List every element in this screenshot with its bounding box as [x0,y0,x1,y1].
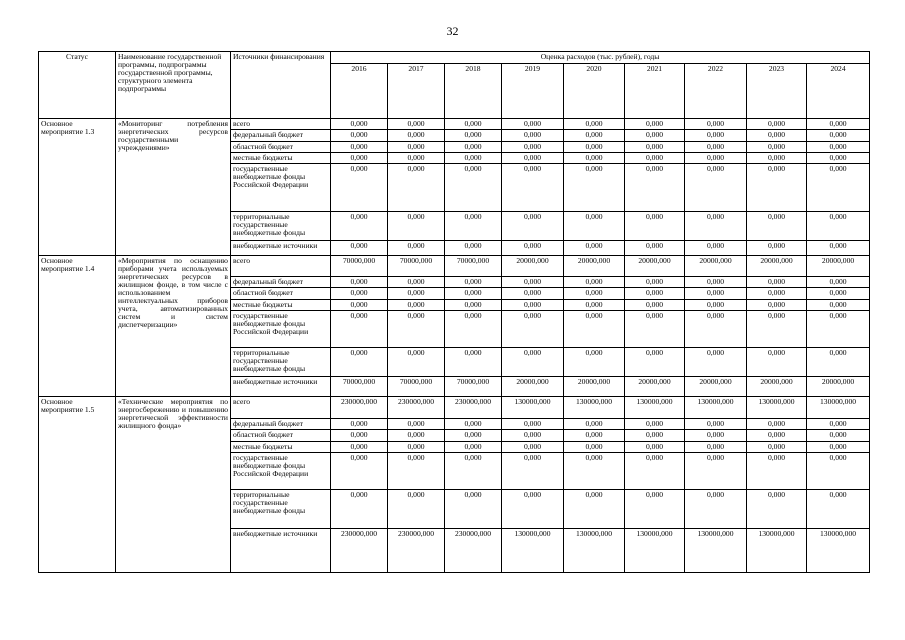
expense-value: 0,000 [807,418,870,429]
header-status: Статус [39,52,116,119]
expense-value: 20000,000 [747,376,807,397]
expense-value: 0,000 [388,241,445,255]
expense-value: 0,000 [625,164,685,211]
funding-source: территориальные государственные внебюджетные фонды [231,489,331,528]
expense-value: 0,000 [445,130,502,141]
funding-source: областной бюджет [231,430,331,441]
expense-value: 0,000 [747,152,807,163]
expense-value: 0,000 [747,130,807,141]
funding-source: территориальные государственные внебюджетные фонды [231,211,331,241]
expense-value: 20000,000 [564,255,625,277]
expense-value: 0,000 [564,152,625,163]
expense-value: 0,000 [388,489,445,528]
expense-value: 0,000 [747,441,807,452]
expense-value: 0,000 [331,119,388,130]
expense-value: 0,000 [331,299,388,310]
expense-value: 0,000 [625,277,685,288]
expense-value: 0,000 [502,288,564,299]
expense-value: 0,000 [388,130,445,141]
expense-value: 0,000 [625,348,685,377]
expense-value: 0,000 [625,152,685,163]
expense-value: 0,000 [502,152,564,163]
funding-source: местные бюджеты [231,299,331,310]
expense-value: 0,000 [388,418,445,429]
expense-value: 0,000 [685,130,747,141]
year-header: 2022 [685,64,747,119]
activity-name: «Мероприятия по оснащению приборами учета используемых энергетических ресурсов в жилищном фонде, в том числе с использованием интеллектуальных приборов учета, автоматизированных систем и систем диспетчеризации» [116,255,231,397]
expense-value: 0,000 [331,241,388,255]
expense-value: 0,000 [807,277,870,288]
expense-value: 20000,000 [502,255,564,277]
expense-value: 0,000 [502,418,564,429]
expense-value: 0,000 [445,164,502,211]
expense-value: 130000,000 [747,528,807,572]
expense-value: 20000,000 [747,255,807,277]
expense-value: 0,000 [807,119,870,130]
expense-value: 0,000 [388,452,445,489]
expense-value: 0,000 [807,130,870,141]
expense-value: 0,000 [331,288,388,299]
expense-value: 130000,000 [502,397,564,419]
expense-value: 0,000 [685,164,747,211]
expense-value: 0,000 [502,130,564,141]
funding-source: внебюджетные источники [231,241,331,255]
expense-value: 0,000 [625,441,685,452]
table-row [39,119,870,130]
expense-value: 70000,000 [331,376,388,397]
expense-value: 0,000 [625,299,685,310]
expense-value: 0,000 [564,489,625,528]
expense-value: 0,000 [564,141,625,152]
expense-value: 230000,000 [445,528,502,572]
expense-value: 0,000 [564,288,625,299]
expense-value: 0,000 [807,348,870,377]
year-header: 2021 [625,64,685,119]
funding-source: областной бюджет [231,288,331,299]
expense-value: 0,000 [807,311,870,348]
expense-value: 0,000 [445,119,502,130]
expense-value: 130000,000 [564,397,625,419]
expense-value: 0,000 [331,452,388,489]
expense-value: 130000,000 [747,397,807,419]
header-row [39,52,870,64]
expense-value: 0,000 [502,119,564,130]
expense-value: 0,000 [564,348,625,377]
expense-value: 0,000 [502,452,564,489]
activity-name: «Мониторинг потребления энергетических ресурсов государственными учреждениями» [116,119,231,256]
funding-source: всего [231,397,331,419]
expense-value: 0,000 [388,288,445,299]
expense-value: 0,000 [747,311,807,348]
expense-value: 70000,000 [445,376,502,397]
funding-source: местные бюджеты [231,441,331,452]
expense-value: 0,000 [388,152,445,163]
expense-value: 0,000 [564,452,625,489]
expense-value: 130000,000 [564,528,625,572]
expense-value: 0,000 [625,452,685,489]
expense-value: 0,000 [331,130,388,141]
funding-source: государственные внебюджетные фонды Российской Федерации [231,452,331,489]
year-header: 2016 [331,64,388,119]
expense-value: 130000,000 [625,397,685,419]
expense-value: 230000,000 [445,397,502,419]
expense-value: 0,000 [388,141,445,152]
expense-value: 0,000 [502,211,564,241]
expense-value: 0,000 [685,288,747,299]
expense-value: 0,000 [564,119,625,130]
expense-value: 0,000 [388,211,445,241]
expense-value: 0,000 [625,119,685,130]
table-body [39,119,870,573]
expense-value: 70000,000 [388,255,445,277]
expense-value: 0,000 [685,452,747,489]
expense-value: 0,000 [388,277,445,288]
expense-value: 230000,000 [388,528,445,572]
expense-value: 0,000 [388,164,445,211]
expense-value: 0,000 [331,141,388,152]
expense-value: 0,000 [502,489,564,528]
expense-value: 20000,000 [564,376,625,397]
expense-value: 0,000 [502,141,564,152]
expense-value: 0,000 [445,277,502,288]
expense-value: 0,000 [807,211,870,241]
year-header: 2023 [747,64,807,119]
expense-value: 0,000 [564,299,625,310]
expense-value: 0,000 [445,489,502,528]
expense-value: 20000,000 [807,376,870,397]
expense-value: 0,000 [445,141,502,152]
expense-value: 0,000 [502,430,564,441]
activity-status: Основное мероприятие 1.3 [39,119,116,256]
expense-value: 0,000 [685,299,747,310]
expense-value: 0,000 [445,430,502,441]
header-name: Наименование государственной программы, подпрограммы государственной программы, структурного элемента подпрограммы [116,52,231,119]
expense-value: 0,000 [625,489,685,528]
expense-value: 0,000 [685,441,747,452]
expense-value: 0,000 [388,430,445,441]
expense-value: 0,000 [331,418,388,429]
expense-value: 0,000 [685,119,747,130]
expense-value: 0,000 [625,211,685,241]
expense-value: 0,000 [331,430,388,441]
expense-value: 0,000 [502,311,564,348]
funding-source: федеральный бюджет [231,277,331,288]
expense-value: 130000,000 [807,397,870,419]
expense-value: 130000,000 [502,528,564,572]
expense-value: 0,000 [445,348,502,377]
funding-source: местные бюджеты [231,152,331,163]
expense-value: 0,000 [502,441,564,452]
funding-source: всего [231,119,331,130]
expense-value: 0,000 [445,311,502,348]
expense-value: 0,000 [747,141,807,152]
expense-value: 0,000 [807,489,870,528]
table-row [39,397,870,419]
expense-value: 230000,000 [388,397,445,419]
activity-name: «Технические мероприятия по энергосбережению и повышению энергетической эффективности жилищного фонда» [116,397,231,573]
expense-value: 0,000 [331,348,388,377]
expense-value: 0,000 [685,418,747,429]
header-estimate: Оценка расходов (тыс. рублей), годы [331,52,870,64]
funding-source: федеральный бюджет [231,418,331,429]
expense-value: 0,000 [747,489,807,528]
expense-value: 0,000 [388,299,445,310]
expense-value: 0,000 [445,441,502,452]
funding-source: федеральный бюджет [231,130,331,141]
expense-value: 0,000 [564,241,625,255]
funding-source: всего [231,255,331,277]
expense-value: 20000,000 [685,376,747,397]
expense-value: 0,000 [564,130,625,141]
expense-value: 0,000 [388,441,445,452]
year-header: 2019 [502,64,564,119]
expense-value: 0,000 [388,348,445,377]
expense-value: 20000,000 [502,376,564,397]
expense-value: 0,000 [685,152,747,163]
expense-value: 0,000 [388,119,445,130]
expense-value: 0,000 [807,141,870,152]
expense-value: 0,000 [685,141,747,152]
expense-value: 20000,000 [807,255,870,277]
header-source: Источники финансирования [231,52,331,119]
expense-value: 0,000 [685,211,747,241]
funding-source: внебюджетные источники [231,528,331,572]
expense-value: 0,000 [747,288,807,299]
expense-value: 0,000 [747,348,807,377]
expense-value: 0,000 [807,241,870,255]
expense-value: 70000,000 [331,255,388,277]
activity-status: Основное мероприятие 1.4 [39,255,116,397]
expense-value: 0,000 [564,164,625,211]
year-header: 2020 [564,64,625,119]
expense-value: 0,000 [564,430,625,441]
expense-value: 0,000 [807,299,870,310]
expense-value: 0,000 [502,277,564,288]
expense-value: 20000,000 [625,376,685,397]
expense-value: 0,000 [445,152,502,163]
expense-value: 0,000 [564,311,625,348]
expense-value: 70000,000 [388,376,445,397]
expense-value: 0,000 [564,211,625,241]
funding-source: государственные внебюджетные фонды Российской Федерации [231,311,331,348]
funding-source: государственные внебюджетные фонды Российской Федерации [231,164,331,211]
expense-value: 0,000 [502,241,564,255]
expense-value: 0,000 [625,241,685,255]
expense-value: 0,000 [388,311,445,348]
expense-value: 230000,000 [331,528,388,572]
expense-value: 0,000 [331,211,388,241]
expense-value: 0,000 [685,241,747,255]
expense-value: 0,000 [445,452,502,489]
expense-value: 0,000 [747,418,807,429]
expense-value: 0,000 [625,311,685,348]
expense-value: 0,000 [685,277,747,288]
expense-value: 130000,000 [807,528,870,572]
expense-value: 0,000 [625,141,685,152]
year-header: 2024 [807,64,870,119]
page-number: 32 [446,24,459,38]
year-header: 2018 [445,64,502,119]
budget-table [38,51,870,573]
expense-value: 0,000 [445,211,502,241]
expense-value: 0,000 [747,452,807,489]
expense-value: 0,000 [685,430,747,441]
expense-value: 130000,000 [625,528,685,572]
expense-value: 130000,000 [685,397,747,419]
expense-value: 0,000 [445,299,502,310]
table-row [39,255,870,277]
expense-value: 0,000 [807,430,870,441]
expense-value: 20000,000 [685,255,747,277]
expense-value: 0,000 [807,164,870,211]
expense-value: 0,000 [331,311,388,348]
expense-value: 0,000 [625,430,685,441]
expense-value: 0,000 [807,441,870,452]
expense-value: 230000,000 [331,397,388,419]
expense-value: 0,000 [445,241,502,255]
expense-value: 0,000 [747,277,807,288]
expense-value: 0,000 [502,348,564,377]
expense-value: 0,000 [747,430,807,441]
expense-value: 0,000 [625,130,685,141]
expense-value: 0,000 [747,119,807,130]
expense-value: 0,000 [564,277,625,288]
expense-value: 0,000 [331,441,388,452]
funding-source: областной бюджет [231,141,331,152]
expense-value: 0,000 [625,418,685,429]
expense-value: 0,000 [747,241,807,255]
expense-value: 0,000 [331,152,388,163]
expense-value: 0,000 [685,489,747,528]
expense-value: 0,000 [331,164,388,211]
expense-value: 0,000 [747,211,807,241]
expense-value: 0,000 [331,489,388,528]
activity-status: Основное мероприятие 1.5 [39,397,116,573]
expense-value: 130000,000 [685,528,747,572]
expense-value: 0,000 [331,277,388,288]
expense-value: 0,000 [625,288,685,299]
funding-source: территориальные государственные внебюджетные фонды [231,348,331,377]
expense-value: 70000,000 [445,255,502,277]
expense-value: 0,000 [807,288,870,299]
year-header: 2017 [388,64,445,119]
expense-value: 0,000 [502,299,564,310]
expense-value: 0,000 [502,164,564,211]
expense-value: 0,000 [807,152,870,163]
funding-source: внебюджетные источники [231,376,331,397]
expense-value: 0,000 [564,441,625,452]
expense-value: 0,000 [445,418,502,429]
expense-value: 0,000 [685,311,747,348]
expense-value: 0,000 [807,452,870,489]
expense-value: 20000,000 [625,255,685,277]
expense-value: 0,000 [685,348,747,377]
expense-value: 0,000 [564,418,625,429]
expense-value: 0,000 [747,299,807,310]
expense-value: 0,000 [445,288,502,299]
expense-value: 0,000 [747,164,807,211]
